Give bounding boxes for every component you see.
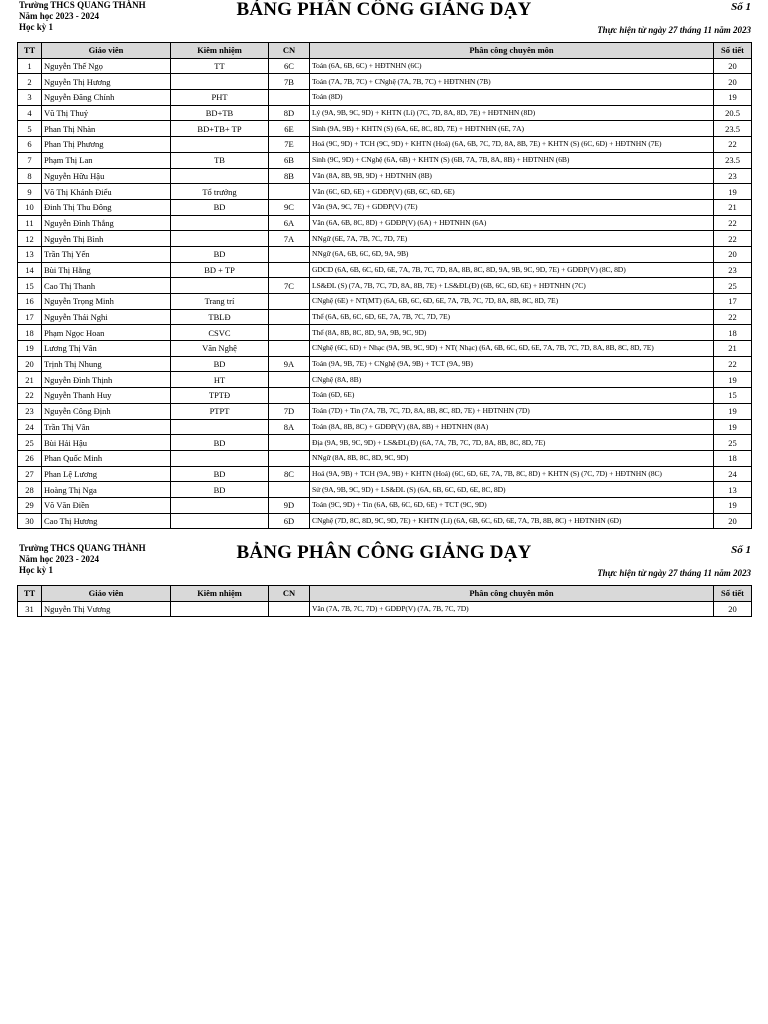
cell-tt: 25 — [18, 435, 42, 451]
cell-periods: 23.5 — [714, 121, 752, 137]
cell-role: Tổ trưởng — [171, 184, 269, 200]
column-header-tt: TT — [18, 43, 42, 59]
cell-cn — [269, 90, 310, 106]
cell-cn: 6A — [269, 215, 310, 231]
cell-teacher: Phan Quốc Minh — [42, 450, 171, 466]
cell-teacher: Phan Lệ Lương — [42, 466, 171, 482]
cell-role — [171, 513, 269, 529]
school-year: Năm học 2023 - 2024 — [19, 554, 99, 564]
cell-teacher: Bùi Hải Hậu — [42, 435, 171, 451]
column-header-duties: Phân công chuyên môn — [310, 43, 714, 59]
cell-cn — [269, 372, 310, 388]
cell-duties: Sinh (9C, 9D) + CNghệ (6A, 6B) + KHTN (S) (6B, 7A, 7B, 8A, 8B) + HĐTNHN (6B) — [310, 152, 714, 168]
cell-teacher: Nguyễn Đăng Chính — [42, 90, 171, 106]
cell-duties: NNgữ (6A, 6B, 6C, 6D, 9A, 9B) — [310, 246, 714, 262]
cell-role: TB — [171, 152, 269, 168]
cell-role: CSVC — [171, 325, 269, 341]
cell-duties: Toán (9C, 9D) + Tin (6A, 6B, 6C, 6D, 6E) + TCT (9C, 9D) — [310, 497, 714, 513]
column-header-periods: Số tiết — [714, 43, 752, 59]
column-header-role: Kiêm nhiệm — [171, 43, 269, 59]
school-name: Trường THCS QUANG THÀNH — [19, 0, 146, 10]
sheet-title: BẢNG PHÂN CÔNG GIẢNG DẠY — [236, 542, 532, 563]
cell-cn: 7C — [269, 278, 310, 294]
cell-duties: CNghệ (6C, 6D) + Nhạc (9A, 9B, 9C, 9D) + NT( Nhạc) (6A, 6B, 6C, 6D, 6E, 7A, 7B, 7C, 7D, 8A, 8B, 8C, 8D, 7E) — [310, 341, 714, 357]
cell-tt: 7 — [18, 152, 42, 168]
cell-tt: 2 — [18, 74, 42, 90]
cell-role: TT — [171, 58, 269, 74]
cell-teacher: Nguyễn Thái Nghi — [42, 309, 171, 325]
school-year: Năm học 2023 - 2024 — [19, 11, 99, 21]
cell-cn — [269, 184, 310, 200]
cell-tt: 30 — [18, 513, 42, 529]
table-row — [18, 294, 752, 310]
cell-cn: 7B — [269, 74, 310, 90]
table-row — [18, 513, 752, 529]
cell-cn — [269, 450, 310, 466]
cell-role: TBLĐ — [171, 309, 269, 325]
column-header-tt: TT — [18, 586, 42, 602]
cell-duties: NNgữ (6E, 7A, 7B, 7C, 7D, 7E) — [310, 231, 714, 247]
table-header-row — [18, 586, 752, 602]
table-body — [18, 58, 752, 529]
cell-cn: 7D — [269, 403, 310, 419]
cell-duties: Thể (6A, 6B, 6C, 6D, 6E, 7A, 7B, 7C, 7D, 7E) — [310, 309, 714, 325]
cell-periods: 22 — [714, 215, 752, 231]
cell-duties: Văn (9A, 9C, 7E) + GDĐP(V) (7E) — [310, 199, 714, 215]
cell-periods: 19 — [714, 184, 752, 200]
cell-tt: 13 — [18, 246, 42, 262]
cell-tt: 23 — [18, 403, 42, 419]
column-header-teacher: Giáo viên — [42, 43, 171, 59]
cell-tt: 16 — [18, 294, 42, 310]
cell-role — [171, 215, 269, 231]
cell-tt: 5 — [18, 121, 42, 137]
cell-cn: 6B — [269, 152, 310, 168]
cell-duties: Văn (8A, 8B, 9B, 9D) + HĐTNHN (8B) — [310, 168, 714, 184]
cell-periods: 19 — [714, 90, 752, 106]
table-row — [18, 435, 752, 451]
table-row — [18, 419, 752, 435]
cell-duties: Toán (8A, 8B, 8C) + GDĐP(V) (8A, 8B) + HĐTNHN (8A) — [310, 419, 714, 435]
cell-cn: 8C — [269, 466, 310, 482]
cell-duties: CNghệ (8A, 8B) — [310, 372, 714, 388]
cell-role: BD+TB+ TP — [171, 121, 269, 137]
column-header-cn: CN — [269, 586, 310, 602]
cell-periods: 23 — [714, 168, 752, 184]
effective-date: Thực hiện từ ngày 27 tháng 11 năm 2023 — [597, 25, 751, 35]
cell-role: BD — [171, 466, 269, 482]
cell-tt: 15 — [18, 278, 42, 294]
cell-tt: 22 — [18, 388, 42, 404]
cell-teacher: Trịnh Thị Nhung — [42, 356, 171, 372]
cell-tt: 14 — [18, 262, 42, 278]
cell-tt: 20 — [18, 356, 42, 372]
cell-cn: 9A — [269, 356, 310, 372]
cell-tt: 28 — [18, 482, 42, 498]
cell-teacher: Phạm Ngọc Hoan — [42, 325, 171, 341]
cell-role — [171, 450, 269, 466]
cell-tt: 18 — [18, 325, 42, 341]
cell-tt: 10 — [18, 199, 42, 215]
cell-role — [171, 419, 269, 435]
cell-duties: GDCD (6A, 6B, 6C, 6D, 6E, 7A, 7B, 7C, 7D, 8A, 8B, 8C, 8D, 9A, 9B, 9C, 9D, 7E) + GDĐP(V) (8C, 8D) — [310, 262, 714, 278]
cell-cn — [269, 309, 310, 325]
cell-teacher: Võ Thị Khánh Điểu — [42, 184, 171, 200]
cell-duties: Sinh (9A, 9B) + KHTN (S) (6A, 6E, 8C, 8D, 7E) + HĐTNHN (6E, 7A) — [310, 121, 714, 137]
cell-cn: 8B — [269, 168, 310, 184]
cell-duties: Sử (9A, 9B, 9C, 9D) + LS&ĐL (S) (6A, 6B, 6C, 6D, 6E, 8C, 8D) — [310, 482, 714, 498]
effective-date: Thực hiện từ ngày 27 tháng 11 năm 2023 — [597, 568, 751, 578]
table-row — [18, 121, 752, 137]
cell-duties: Địa (9A, 9B, 9C, 9D) + LS&ĐL(Đ) (6A, 7A, 7B, 7C, 7D, 8A, 8B, 8C, 8D, 7E) — [310, 435, 714, 451]
cell-duties: Văn (6C, 6D, 6E) + GDĐP(V) (6B, 6C, 6D, 6E) — [310, 184, 714, 200]
cell-duties: CNghệ (7D, 8C, 8D, 9C, 9D, 7E) + KHTN (Lí) (6A, 6B, 6C, 6D, 6E, 7A, 7B, 8B, 8C) + HĐTNHN (6D) — [310, 513, 714, 529]
sheet-header — [17, 0, 751, 42]
cell-tt: 24 — [18, 419, 42, 435]
table-row — [18, 262, 752, 278]
cell-periods: 25 — [714, 278, 752, 294]
table-row — [18, 58, 752, 74]
cell-teacher: Võ Văn Điền — [42, 497, 171, 513]
table-row — [18, 309, 752, 325]
cell-periods: 18 — [714, 325, 752, 341]
table-row — [18, 403, 752, 419]
cell-cn: 6C — [269, 58, 310, 74]
column-header-cn: CN — [269, 43, 310, 59]
cell-cn: 8D — [269, 105, 310, 121]
sheet-header — [17, 543, 751, 585]
cell-teacher: Trần Thị Yến — [42, 246, 171, 262]
cell-role: HT — [171, 372, 269, 388]
cell-role — [171, 601, 269, 617]
cell-tt: 31 — [18, 601, 42, 617]
table-row — [18, 105, 752, 121]
cell-periods: 23.5 — [714, 152, 752, 168]
cell-teacher: Nguyễn Đình Thịnh — [42, 372, 171, 388]
cell-role — [171, 231, 269, 247]
column-header-periods: Số tiết — [714, 586, 752, 602]
cell-cn — [269, 601, 310, 617]
cell-tt: 12 — [18, 231, 42, 247]
cell-teacher: Lương Thị Vân — [42, 341, 171, 357]
cell-periods: 20 — [714, 74, 752, 90]
semester: Học kỳ 1 — [19, 565, 54, 575]
cell-duties: CNghệ (6E) + NT(MT) (6A, 6B, 6C, 6D, 6E, 7A, 7B, 7C, 7D, 8A, 8B, 8C, 8D, 7E) — [310, 294, 714, 310]
table-row — [18, 246, 752, 262]
cell-periods: 20 — [714, 601, 752, 617]
cell-duties: Toán (8D) — [310, 90, 714, 106]
cell-cn: 9C — [269, 199, 310, 215]
cell-role — [171, 74, 269, 90]
cell-role — [171, 137, 269, 153]
cell-periods: 24 — [714, 466, 752, 482]
cell-duties: Toán (6A, 6B, 6C) + HĐTNHN (6C) — [310, 58, 714, 74]
cell-cn — [269, 435, 310, 451]
cell-periods: 22 — [714, 137, 752, 153]
cell-teacher: Nguyễn Thị Hương — [42, 74, 171, 90]
cell-cn: 7E — [269, 137, 310, 153]
cell-tt: 19 — [18, 341, 42, 357]
cell-tt: 29 — [18, 497, 42, 513]
cell-role: BD+TB — [171, 105, 269, 121]
cell-cn — [269, 341, 310, 357]
semester: Học kỳ 1 — [19, 22, 54, 32]
cell-tt: 11 — [18, 215, 42, 231]
cell-teacher: Cao Thị Hương — [42, 513, 171, 529]
cell-tt: 1 — [18, 58, 42, 74]
cell-teacher: Hoàng Thị Nga — [42, 482, 171, 498]
cell-periods: 20.5 — [714, 105, 752, 121]
cell-role: Trang trí — [171, 294, 269, 310]
cell-teacher: Đinh Thị Thu Đông — [42, 199, 171, 215]
assignment-table — [17, 585, 752, 617]
table-row — [18, 199, 752, 215]
cell-periods: 15 — [714, 388, 752, 404]
cell-periods: 13 — [714, 482, 752, 498]
cell-role: BD + TP — [171, 262, 269, 278]
cell-periods: 22 — [714, 309, 752, 325]
cell-duties: Thể (8A, 8B, 8C, 8D, 9A, 9B, 9C, 9D) — [310, 325, 714, 341]
cell-periods: 25 — [714, 435, 752, 451]
table-row — [18, 215, 752, 231]
sheet-title: BẢNG PHÂN CÔNG GIẢNG DẠY — [236, 0, 532, 20]
column-header-teacher: Giáo viên — [42, 586, 171, 602]
cell-periods: 22 — [714, 356, 752, 372]
column-header-role: Kiêm nhiệm — [171, 586, 269, 602]
cell-cn — [269, 388, 310, 404]
cell-periods: 20 — [714, 58, 752, 74]
cell-periods: 20 — [714, 513, 752, 529]
cell-duties: Hoá (9A, 9B) + TCH (9A, 9B) + KHTN (Hoá) (6C, 6D, 6E, 7A, 7B, 8C, 8D) + KHTN (S) (7C, 7D) + HĐTNHN (8C) — [310, 466, 714, 482]
cell-tt: 17 — [18, 309, 42, 325]
cell-tt: 27 — [18, 466, 42, 482]
cell-role: PTPT — [171, 403, 269, 419]
table-row — [18, 325, 752, 341]
cell-role: BD — [171, 435, 269, 451]
table-body — [18, 601, 752, 617]
table-row — [18, 372, 752, 388]
cell-teacher: Nguyễn Thanh Huy — [42, 388, 171, 404]
cell-duties: Toán (7A, 7B, 7C) + CNghệ (7A, 7B, 7C) + HĐTNHN (7B) — [310, 74, 714, 90]
cell-cn — [269, 325, 310, 341]
table-row — [18, 388, 752, 404]
cell-teacher: Vũ Thị Thuỷ — [42, 105, 171, 121]
table-row — [18, 168, 752, 184]
cell-role: BD — [171, 482, 269, 498]
cell-role — [171, 168, 269, 184]
cell-periods: 19 — [714, 403, 752, 419]
cell-duties: Hoá (9C, 9D) + TCH (9C, 9D) + KHTN (Hoá) (6A, 6B, 7C, 7D, 8A, 8B, 7E) + KHTN (S) (6C, 6D) + HĐTNHN (7E) — [310, 137, 714, 153]
table-row — [18, 466, 752, 482]
cell-tt: 8 — [18, 168, 42, 184]
cell-periods: 19 — [714, 372, 752, 388]
table-row — [18, 152, 752, 168]
cell-cn — [269, 482, 310, 498]
table-row — [18, 356, 752, 372]
sheet-number: Số 1 — [731, 1, 751, 13]
cell-role — [171, 278, 269, 294]
cell-duties: Toán (9A, 9B, 7E) + CNghệ (9A, 9B) + TCT (9A, 9B) — [310, 356, 714, 372]
cell-teacher: Nguyễn Đình Thắng — [42, 215, 171, 231]
cell-periods: 17 — [714, 294, 752, 310]
sheet-number: Số 1 — [731, 544, 751, 556]
cell-periods: 20 — [714, 246, 752, 262]
assignment-sheet-1 — [17, 0, 751, 529]
table-row — [18, 601, 752, 617]
cell-cn: 6E — [269, 121, 310, 137]
cell-teacher: Phạm Thị Lan — [42, 152, 171, 168]
cell-teacher: Phan Thị Phương — [42, 137, 171, 153]
cell-tt: 3 — [18, 90, 42, 106]
cell-cn: 6D — [269, 513, 310, 529]
cell-duties: Văn (6A, 6B, 8C, 8D) + GDĐP(V) (6A) + HĐTNHN (6A) — [310, 215, 714, 231]
column-header-duties: Phân công chuyên môn — [310, 586, 714, 602]
cell-role: Văn Nghệ — [171, 341, 269, 357]
cell-periods: 23 — [714, 262, 752, 278]
cell-tt: 9 — [18, 184, 42, 200]
cell-role: TPTĐ — [171, 388, 269, 404]
cell-cn: 9D — [269, 497, 310, 513]
cell-tt: 4 — [18, 105, 42, 121]
cell-duties: Lý (9A, 9B, 9C, 9D) + KHTN (Lí) (7C, 7D, 8A, 8D, 7E) + HĐTNHN (8D) — [310, 105, 714, 121]
cell-role: BD — [171, 246, 269, 262]
cell-tt: 26 — [18, 450, 42, 466]
cell-teacher: Nguyễn Thị Vương — [42, 601, 171, 617]
table-row — [18, 278, 752, 294]
cell-periods: 21 — [714, 199, 752, 215]
cell-teacher: Trần Thị Vân — [42, 419, 171, 435]
table-row — [18, 184, 752, 200]
cell-teacher: Nguyễn Công Định — [42, 403, 171, 419]
table-row — [18, 450, 752, 466]
cell-teacher: Nguyễn Thế Ngọ — [42, 58, 171, 74]
cell-cn: 7A — [269, 231, 310, 247]
cell-cn — [269, 262, 310, 278]
table-row — [18, 497, 752, 513]
cell-duties: LS&ĐL (S) (7A, 7B, 7C, 7D, 8A, 8B, 7E) + LS&ĐL(Đ) (6B, 6C, 6D, 6E) + HĐTNHN (7C) — [310, 278, 714, 294]
cell-role: BD — [171, 199, 269, 215]
cell-duties: Văn (7A, 7B, 7C, 7D) + GDĐP(V) (7A, 7B, 7C, 7D) — [310, 601, 714, 617]
cell-role — [171, 497, 269, 513]
cell-periods: 22 — [714, 231, 752, 247]
cell-teacher: Phan Thị Nhàn — [42, 121, 171, 137]
cell-periods: 18 — [714, 450, 752, 466]
cell-teacher: Nguyễn Trọng Minh — [42, 294, 171, 310]
assignment-sheet-2 — [17, 543, 751, 617]
cell-cn — [269, 294, 310, 310]
cell-teacher: Cao Thị Thanh — [42, 278, 171, 294]
cell-cn — [269, 246, 310, 262]
table-row — [18, 341, 752, 357]
table-row — [18, 482, 752, 498]
cell-teacher: Nguyễn Hữu Hậu — [42, 168, 171, 184]
cell-periods: 21 — [714, 341, 752, 357]
cell-role: PHT — [171, 90, 269, 106]
cell-periods: 19 — [714, 497, 752, 513]
cell-tt: 21 — [18, 372, 42, 388]
assignment-table — [17, 42, 752, 529]
cell-periods: 19 — [714, 419, 752, 435]
cell-duties: NNgữ (8A, 8B, 8C, 8D, 9C, 9D) — [310, 450, 714, 466]
table-row — [18, 74, 752, 90]
cell-duties: Toán (6D, 6E) — [310, 388, 714, 404]
cell-cn: 8A — [269, 419, 310, 435]
table-header-row — [18, 43, 752, 59]
cell-role: BD — [171, 356, 269, 372]
table-row — [18, 231, 752, 247]
cell-tt: 6 — [18, 137, 42, 153]
school-name: Trường THCS QUANG THÀNH — [19, 543, 146, 553]
table-row — [18, 90, 752, 106]
cell-teacher: Nguyễn Thị Bình — [42, 231, 171, 247]
table-row — [18, 137, 752, 153]
cell-teacher: Bùi Thị Hằng — [42, 262, 171, 278]
cell-duties: Toán (7D) + Tin (7A, 7B, 7C, 7D, 8A, 8B, 8C, 8D, 7E) + HĐTNHN (7D) — [310, 403, 714, 419]
